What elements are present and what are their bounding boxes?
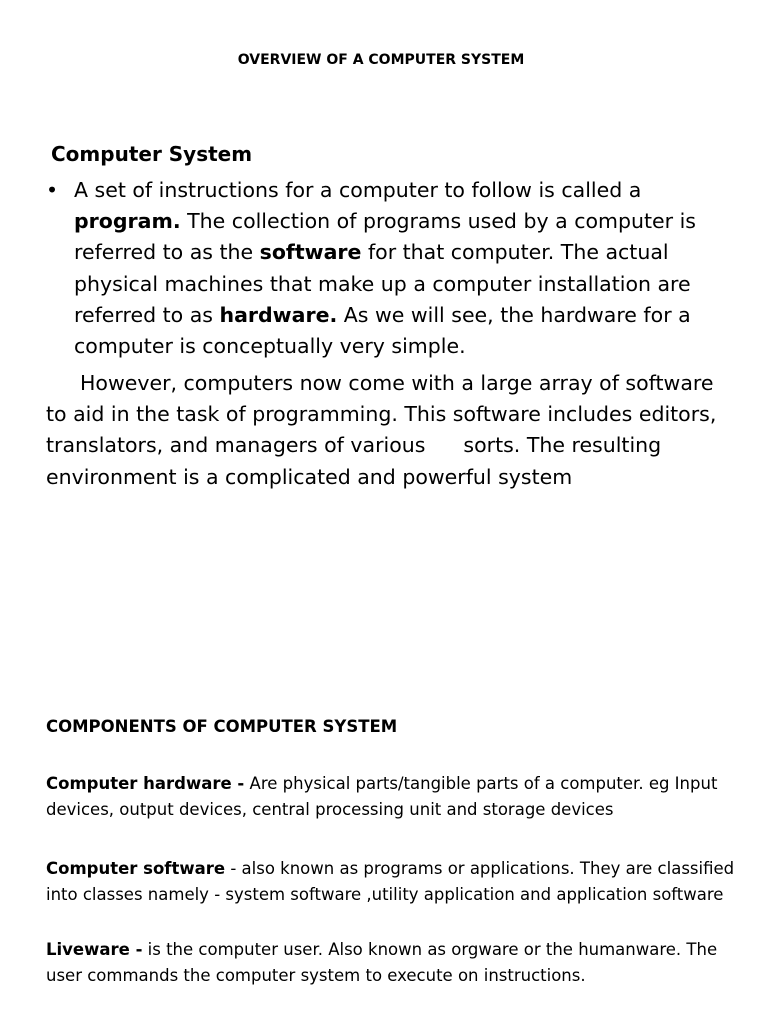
- component-description: is the computer user. Also known as orgware or the humanware. The user commands the computer system to execute on instructions.: [46, 940, 718, 985]
- term-program: program.: [74, 209, 181, 234]
- document-title: OVERVIEW OF A COMPUTER SYSTEM: [237, 52, 525, 68]
- component-term: Computer hardware -: [46, 774, 245, 793]
- bullet-text-part: A set of instructions for a computer to follow is called a: [74, 178, 642, 202]
- body-paragraph: [46, 368, 736, 493]
- component-description: Are physical parts/tangible parts of a computer. eg Input devices, output devices, central processing unit and storage devices: [46, 774, 718, 819]
- bullet-text-part: As we will see, the hardware for a computer is conceptually very simple.: [74, 302, 691, 359]
- component-description: - also known as programs or applications. They are classified into classes namely - system software ,utility application and application software: [46, 859, 735, 904]
- component-term: Computer software: [46, 859, 226, 878]
- bullet-text-part: The collection of programs used by a computer is referred to as the: [74, 209, 696, 265]
- bullet-text-part: for that computer. The actual physical machines that make up a computer installation are referred to as: [74, 240, 691, 327]
- components-heading: COMPONENTS OF COMPUTER SYSTEM: [46, 717, 398, 736]
- paragraph-part: sorts. The resulting environment is a complicated and powerful system: [46, 433, 662, 489]
- term-software: software: [259, 240, 362, 265]
- term-hardware: hardware.: [219, 302, 338, 327]
- component-liveware: [46, 937, 736, 989]
- component-software: [46, 856, 736, 908]
- component-hardware: [46, 771, 736, 823]
- bullet-item: [46, 175, 746, 362]
- section-heading: Computer System: [51, 142, 253, 166]
- bullet-marker: •: [46, 178, 59, 202]
- paragraph-part: However, computers now come with a large array of software to aid in the task of programming. This software includes editors, translators, and managers of various: [46, 371, 717, 458]
- bullet-text: [74, 175, 746, 362]
- component-term: Liveware -: [46, 940, 143, 959]
